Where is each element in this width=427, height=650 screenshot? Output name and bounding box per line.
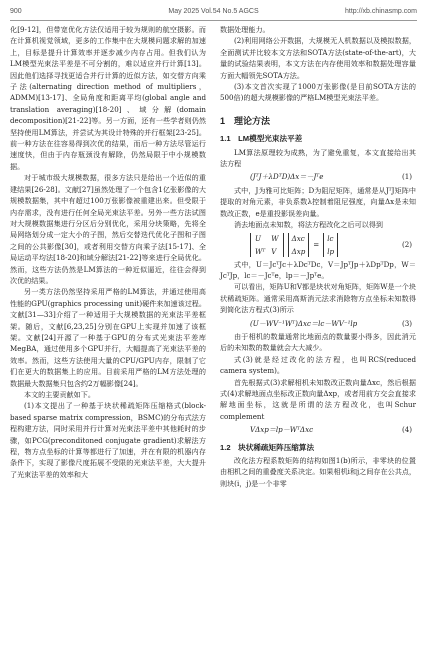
equation-3 (220, 316, 416, 331)
subsection-heading: 1.1 LM模型光束法平差 (220, 134, 303, 144)
vector-entry: lc (327, 233, 334, 243)
paragraph: (3)本文首次实现了1000万张影像(是目前SOTA方法的500倍)的超大规模影像的严格LM模型光束法平差。 (220, 82, 416, 103)
paragraph: 首先根据式(3)求解相机未知数改正数向量Δxc，然后根据式(4)求解地面点坐标改正数向量Δxp，或者用前方交会直接求解地面坐标，这就是所谓的法方程改化，也叫Schur complement (220, 377, 416, 421)
paragraph: 对于城市级大规模数据，很多方法只是给出一个近似的重建结果[26-28]。文献[27]虽然处理了一个包含1亿张影像的大规模数据集，其中有超过100万张影像被重建出来。但受限于内存需求，没有进行任何全局光束法平差。另外一些方法试图对大规模数据集进行分区后分别优化，采用分块策略，先将全局网络划分成一定大小的子图，然后交替迭代优化子图和子图之间的公共影像[30]，或者利用交替方向乘子法[15-17]、全局运动平均法[18-20]和域分解法[21-22]等来进行全局优化。然而，这些方法仍然是LM算法的一种近似逼近，往往会得到次优的结果。 (10, 173, 206, 285)
vector-entry: lp (327, 246, 335, 256)
paragraph: 式(3)就是经过改化的法方程，也叫RCS(reduced camera system)。 (220, 354, 416, 376)
matrix-entry: U (255, 233, 261, 243)
paragraph: 另一类方法仍然坚持采用严格的LM算法，并通过使用高性能的GPU(graphics processing unit)硬件来加速该过程。文献[31—33]介绍了一种适用于大规模数据的光束法平差框架。随后，文献[6,23,25]分别在GPU上实现并加速了该框架。文献[24]开源了一种基于GPU的分布式光束法平差库MegBA，通过使用多个GPU并行，大幅提高了光束法平差的效率。然而，这些方法使用大量的CPU/GPU内存，限制了它们在更大的数据集上的应用。目前采用严格的LM方法处理的数据最大数据集只包含约2万幅影像[24]。 (10, 287, 206, 388)
matrix-entry: V (271, 246, 277, 256)
equation-body: (JᵀJ＋λDᵀD)Δx＝－Jᵀe (250, 172, 324, 182)
paragraph: 式中，U＝JcᵀJc＋λDcᵀDc，V＝JpᵀJp＋λDpᵀDp，W＝JcᵀJp，lc＝－Jcᵀe，lp＝－Jpᵀe。 (220, 259, 416, 280)
equation-body: VΔxp＝lp－WᵀΔxc (250, 425, 314, 435)
equation-number: (3) (401, 318, 412, 328)
paragraph: 可以看出，矩阵U和V都是块状对角矩阵，矩阵W是一个块状稀疏矩阵。通常采用高斯消元法求消除物方点坐标未知数得到简化法方程式(3)所示 (220, 282, 416, 315)
equation-4 (220, 422, 416, 437)
paragraph: 本文的主要贡献如下。 (24, 390, 95, 399)
journal-url: http://xb.chinasmp.com (345, 8, 417, 15)
paragraph: 消去地面点未知数，将法方程改化之后可以得到 (234, 220, 383, 230)
vector-entry: Δxp (291, 246, 306, 256)
rhs-vector (323, 233, 338, 257)
left-column (10, 24, 206, 480)
equation-1 (220, 169, 416, 184)
vector-entry: Δxc (291, 233, 305, 243)
coefficient-matrix (250, 233, 284, 257)
matrix-entry: W (271, 233, 279, 243)
page-number: 900 (10, 8, 22, 15)
journal-info: May 2025 Vol.54 No.5 AGCS (168, 8, 259, 15)
equals-sign: = (313, 239, 320, 249)
unknown-vector (288, 233, 310, 257)
matrix-equation (250, 233, 338, 257)
paragraph: 改化法方程系数矩阵的结构如图1(b)所示，非零块的位置由相机之间的重叠度关系决定。如果相机i和j之间存在公共点，则块(i，j)是一个非零 (220, 456, 416, 488)
equation-2 (220, 231, 416, 259)
equation-number: (4) (401, 425, 412, 435)
matrix-entry: Wᵀ (255, 246, 266, 256)
equation-body: (U－WV⁻¹Wᵀ)Δxc＝lc－WV⁻¹lp (250, 318, 358, 328)
paragraph: LM算法原理较为成熟，为了避免重复，本文直接给出其法方程 (220, 147, 416, 169)
paragraph: (1)本文提出了一种基于块状稀疏矩阵压缩格式(block-based sparse matrix compression，BSMC)的分布式法方程构建方法，同时采用并行计算对光束法平差中其他耗时的步骤，如PCG(preconditoned conjugate gradient)求解法方程，物方点坐标的计算等都进行了加速，并在有限的机器内存条件下，实现了影像尺度拓展不受限的光束法平差，大大提升了光束法平差的效率和大 (10, 401, 206, 479)
paragraph: (2)利用网络公开数据，大规模无人机数据以及模拟数据，全面测试并比较本文方法和SOTA方法(state-of-the-art)，大量的试验结果表明，本文方法在内存使用效率和数据处理容量方面大幅领先SOTA方法。 (220, 36, 416, 80)
page-header (10, 6, 417, 21)
subsection-heading: 1.2 块状稀疏矩阵压缩算法 (220, 442, 315, 452)
paragraph: 由于相机的数量通常比地面点的数量要小得多，因此消元后的未知数的数量就会大大减少。 (220, 331, 416, 353)
right-column (220, 24, 416, 489)
paragraph: 数据处理能力。 (220, 25, 270, 34)
section-heading: 1 理论方法 (220, 115, 271, 126)
paragraph: 式中，J为雅可比矩阵；D为阻尼矩阵，通常是从JᵀJ矩阵中提取的对角元素，非负系数λ控制着阻尼强度，向量Δx是未知数改正数，e是重投影误差向量。 (220, 185, 416, 218)
equation-number: (1) (401, 172, 412, 182)
paragraph: 化[9-12]，但带宽优化方法仅适用于较为规则的航空摄影。而在计算机视觉领域，更多的工作集中在大规模问题求解的加速上，目标是提升计算效率并逐步减少内存占用。但我们认为LM模型光束法平差是不可分割的，难以适应并行计算[13]。因此他们选择寻找更适合并行计算的近似方法，如交替方向乘子法(alternating direction method of multipliers，ADMM)[13-17]、全局角度和距离平均(global angle and translation averaging)[18-20]、域分解(domain decomposition)[21-22]等。另一方面，还有一些学者则仍然坚持使用LM算法，并尝试为其设计特殊的并行框架[23-25]。前一种方法在往容易得到次优的结果，而后一种方法尽管运行速度快，但由于内存瓶颈没有解除，仍然局限于中小规模数据。 (10, 25, 206, 171)
equation-number: (2) (401, 239, 412, 249)
